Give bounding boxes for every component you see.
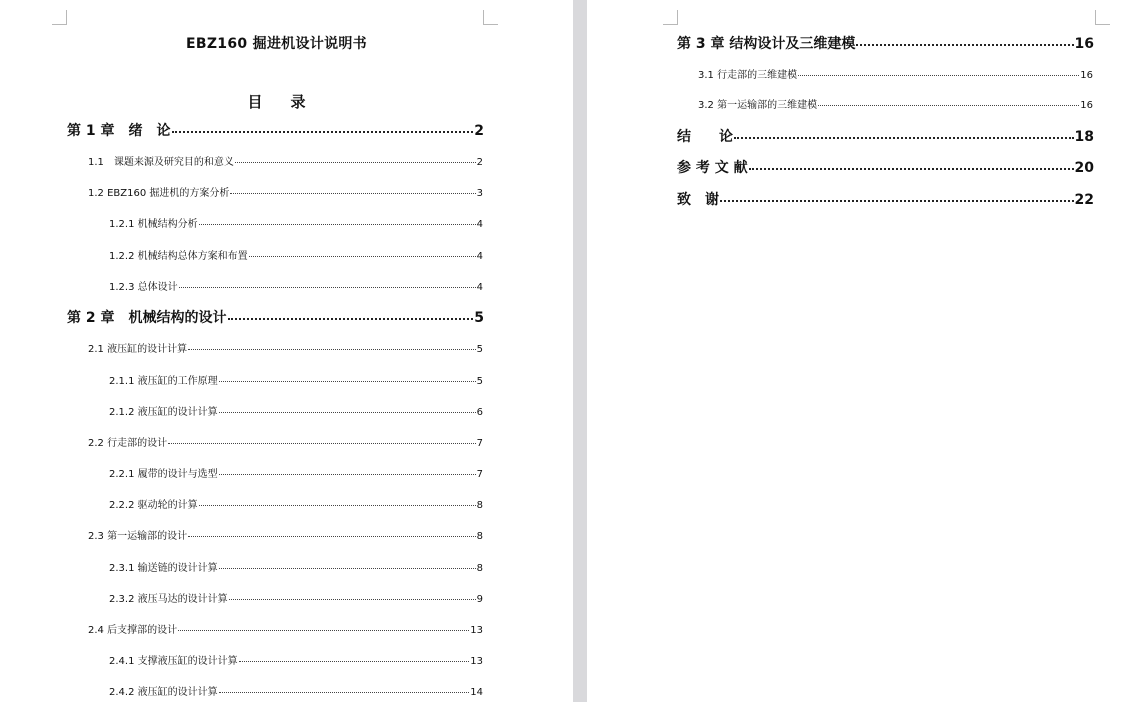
toc-entry-page: 13: [470, 625, 483, 636]
toc-entry-section[interactable]: [698, 96, 1093, 111]
toc-leader-dots: [720, 200, 1074, 202]
toc-leader-dots: [749, 168, 1074, 170]
document-title: EBZ160 掘进机设计说明书: [186, 36, 367, 52]
toc-entry-title: 1.1 课题来源及研究目的和意义: [88, 157, 234, 168]
toc-entry-subsection[interactable]: [109, 215, 483, 230]
toc-entry-title: 2.4.1 支撑液压缸的设计计算: [109, 656, 238, 667]
toc-leader-dots: [188, 349, 476, 350]
margin-corner-mark: [52, 10, 67, 25]
toc-entry-title: 致 谢: [677, 192, 719, 208]
toc-entry-page: 16: [1080, 70, 1093, 81]
toc-leader-dots: [734, 137, 1074, 139]
page-gutter: [573, 0, 587, 702]
toc-entry-title: 1.2.1 机械结构分析: [109, 219, 198, 230]
toc-entry-section[interactable]: [88, 621, 483, 636]
toc-leader-dots: [188, 536, 476, 537]
toc-entry-page: 2: [476, 157, 483, 168]
toc-leader-dots: [229, 599, 476, 600]
toc-entry-page: 4: [476, 219, 483, 230]
toc-entry-title: 3.2 第一运输部的三维建模: [698, 100, 818, 111]
toc-leader-dots: [818, 105, 1079, 106]
toc-entry-subsection[interactable]: [109, 683, 483, 698]
toc-entry-chapter[interactable]: [677, 189, 1094, 209]
toc-leader-dots: [249, 256, 476, 257]
toc-entry-section[interactable]: [88, 434, 483, 449]
toc-leader-dots: [219, 474, 476, 475]
toc-leader-dots: [239, 661, 470, 662]
toc-entry-title: 1.2.3 总体设计: [109, 282, 178, 293]
toc-entry-page: 8: [476, 531, 483, 542]
toc-entry-page: 7: [476, 469, 483, 480]
toc-leader-dots: [230, 193, 475, 194]
toc-entry-page: 2: [474, 123, 484, 139]
toc-entry-title: 3.1 行走部的三维建模: [698, 70, 798, 81]
toc-entry-page: 20: [1074, 160, 1094, 176]
toc-leader-dots: [856, 44, 1073, 46]
toc-entry-title: 2.4 后支撑部的设计: [88, 625, 178, 636]
toc-entry-page: 7: [476, 438, 483, 449]
toc-entry-title: 2.2 行走部的设计: [88, 438, 168, 449]
toc-leader-dots: [228, 318, 474, 320]
toc-entry-page: 5: [476, 376, 483, 387]
toc-leader-dots: [172, 131, 474, 133]
toc-entry-title: 结 论: [677, 129, 733, 145]
toc-entry-section[interactable]: [88, 527, 483, 542]
toc-leader-dots: [199, 224, 476, 225]
toc-entry-page: 8: [476, 563, 483, 574]
toc-entry-page: 3: [476, 188, 483, 199]
toc-entry-chapter[interactable]: [67, 120, 484, 140]
toc-entry-page: 13: [470, 656, 483, 667]
toc-entry-page: 16: [1080, 100, 1093, 111]
toc-entry-title: 2.3.2 液压马达的设计计算: [109, 594, 228, 605]
toc-entry-title: 第 3 章 结构设计及三维建模: [677, 36, 856, 52]
toc-entry-title: 参 考 文 献: [677, 160, 748, 176]
toc-leader-dots: [219, 692, 470, 693]
toc-entry-subsection[interactable]: [109, 278, 483, 293]
toc-entry-page: 9: [476, 594, 483, 605]
toc-entry-title: 2.4.2 液压缸的设计计算: [109, 687, 218, 698]
toc-entry-subsection[interactable]: [109, 372, 483, 387]
toc-entry-page: 5: [476, 344, 483, 355]
toc-entry-title: 1.2 EBZ160 掘进机的方案分析: [88, 188, 230, 199]
toc-entry-section[interactable]: [88, 340, 483, 355]
toc-entry-section[interactable]: [698, 66, 1093, 81]
margin-corner-mark: [483, 10, 498, 25]
toc-heading: 目录: [247, 93, 334, 111]
toc-entry-page: 6: [476, 407, 483, 418]
toc-entry-page: 14: [470, 687, 483, 698]
toc-entry-subsection[interactable]: [109, 465, 483, 480]
toc-entry-page: 5: [474, 310, 484, 326]
toc-entry-page: 18: [1074, 129, 1094, 145]
toc-entry-chapter[interactable]: [67, 307, 484, 327]
toc-entry-chapter[interactable]: [677, 126, 1094, 146]
toc-entry-subsection[interactable]: [109, 247, 483, 262]
toc-entry-subsection[interactable]: [109, 403, 483, 418]
toc-leader-dots: [219, 568, 476, 569]
toc-entry-title: 2.3 第一运输部的设计: [88, 531, 188, 542]
toc-leader-dots: [235, 162, 476, 163]
toc-entry-chapter[interactable]: [677, 33, 1094, 53]
toc-entry-page: 22: [1074, 192, 1094, 208]
toc-leader-dots: [199, 505, 476, 506]
margin-corner-mark: [1095, 10, 1110, 25]
toc-leader-dots: [219, 412, 476, 413]
toc-leader-dots: [219, 381, 476, 382]
toc-entry-title: 2.1 液压缸的设计计算: [88, 344, 188, 355]
toc-entry-page: 4: [476, 251, 483, 262]
toc-entry-subsection[interactable]: [109, 496, 483, 511]
toc-entry-title: 2.2.1 履带的设计与选型: [109, 469, 218, 480]
toc-entry-subsection[interactable]: [109, 652, 483, 667]
toc-entry-title: 2.2.2 驱动轮的计算: [109, 500, 198, 511]
toc-leader-dots: [178, 630, 469, 631]
toc-entry-page: 8: [476, 500, 483, 511]
toc-entry-subsection[interactable]: [109, 590, 483, 605]
toc-leader-dots: [179, 287, 476, 288]
toc-entry-title: 2.1.2 液压缸的设计计算: [109, 407, 218, 418]
toc-leader-dots: [168, 443, 476, 444]
toc-entry-title: 2.3.1 输送链的设计计算: [109, 563, 218, 574]
toc-entry-title: 第 2 章 机械结构的设计: [67, 310, 227, 326]
toc-entry-page: 4: [476, 282, 483, 293]
toc-entry-title: 2.1.1 液压缸的工作原理: [109, 376, 218, 387]
toc-entry-section[interactable]: [88, 184, 483, 199]
toc-entry-subsection[interactable]: [109, 559, 483, 574]
toc-leader-dots: [798, 75, 1079, 76]
document-page-right: [587, 0, 1122, 702]
toc-entry-chapter[interactable]: [677, 157, 1094, 177]
margin-corner-mark: [663, 10, 678, 25]
toc-entry-title: 1.2.2 机械结构总体方案和布置: [109, 251, 248, 262]
toc-entry-title: 第 1 章 绪 论: [67, 123, 171, 139]
toc-entry-page: 16: [1074, 36, 1094, 52]
toc-entry-section[interactable]: [88, 153, 483, 168]
